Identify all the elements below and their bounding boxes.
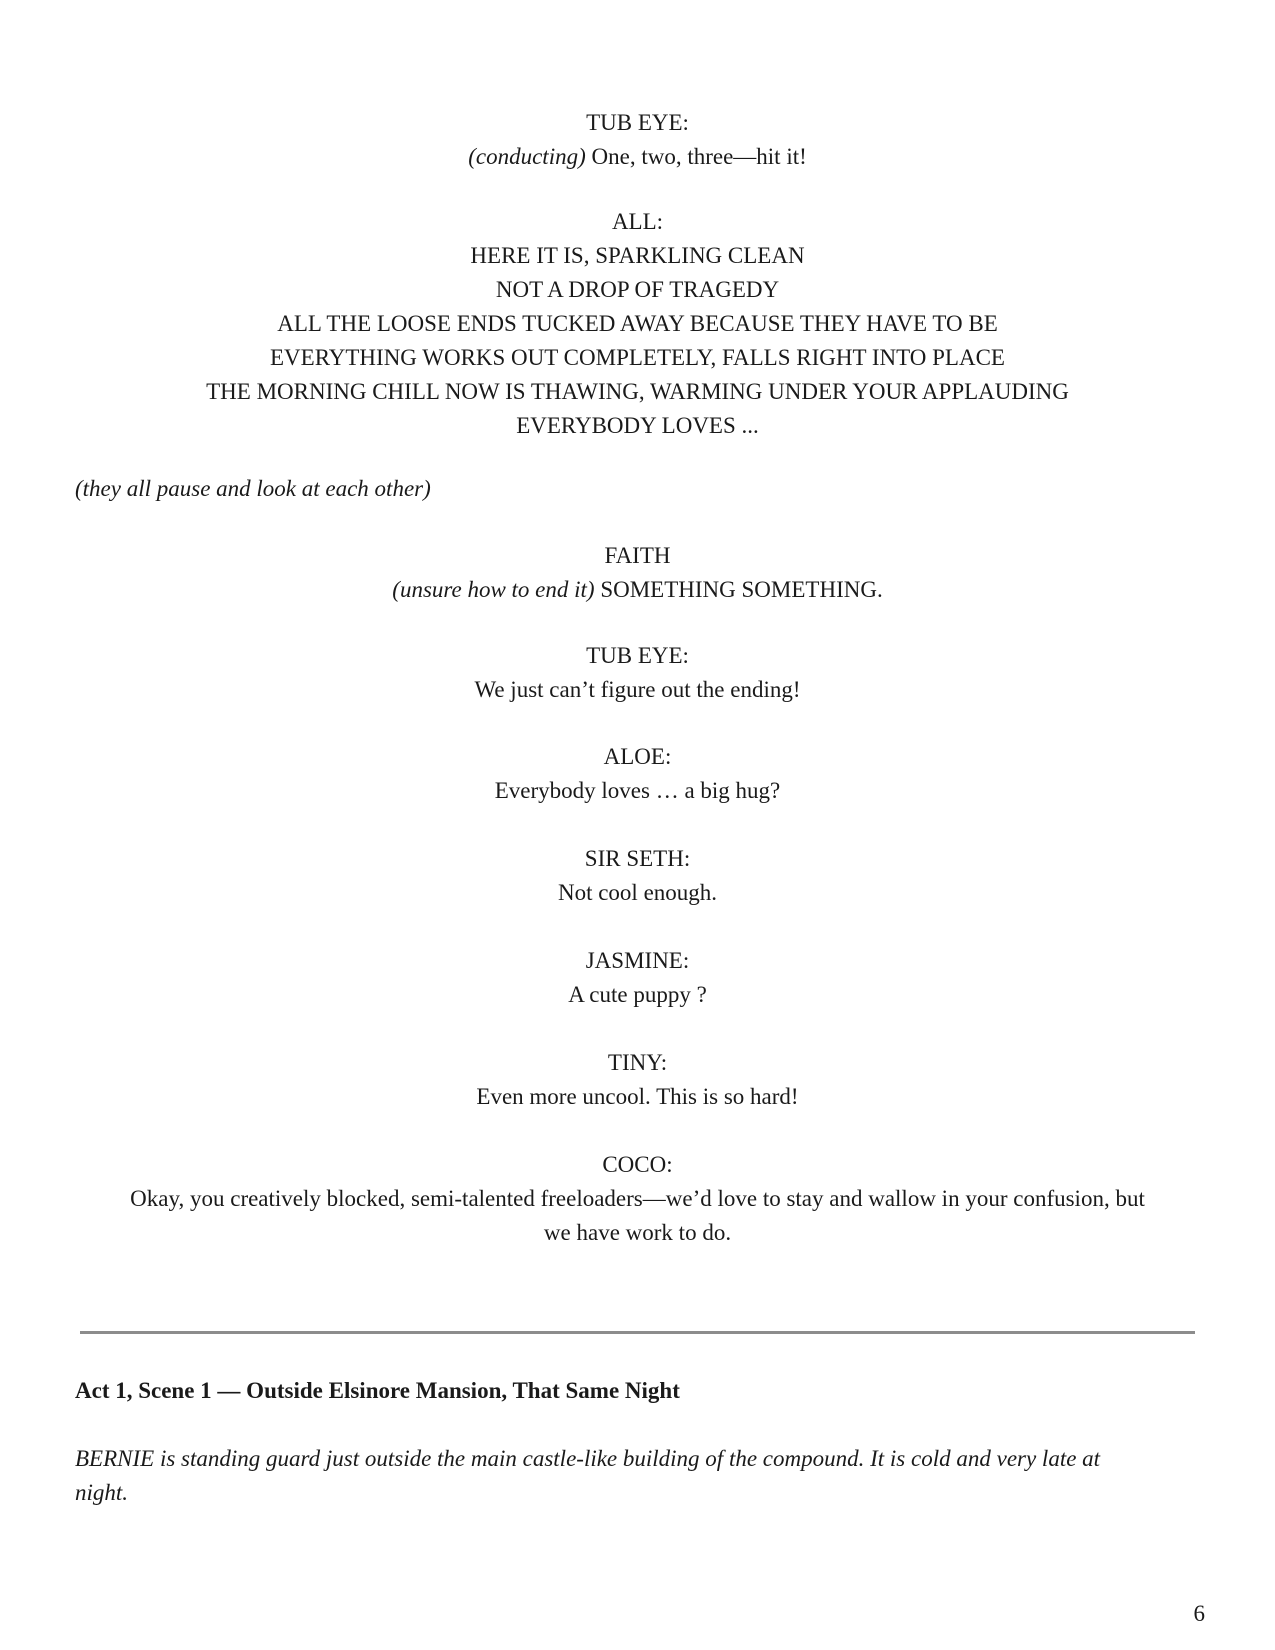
page-number: 6 (1193, 1601, 1205, 1626)
dialogue-text: We just can’t figure out the ending! (474, 677, 801, 702)
lyric-line: EVERYTHING WORKS OUT COMPLETELY, FALLS RIGHT INTO PLACE (269, 345, 1005, 370)
dialogue-text: A cute puppy ? (568, 982, 707, 1007)
lyric-line: EVERYBODY LOVES ... (516, 413, 759, 438)
dialogue-line (75, 140, 1200, 174)
speaker-name: COCO: (602, 1152, 673, 1177)
dialogue-text: we have work to do. (543, 1220, 732, 1245)
scene-description (75, 1442, 1200, 1510)
lyric-line: THE MORNING CHILL NOW IS THAWING, WARMING UNDER YOUR APPLAUDING (206, 379, 1069, 404)
dialogue-text: Not cool enough. (557, 880, 718, 905)
dialogue-block (75, 639, 1200, 707)
speaker-name: TINY: (607, 1050, 668, 1075)
speaker-name: SIR SETH: (584, 846, 691, 871)
section-divider (80, 1331, 1195, 1334)
scene-description-line: BERNIE is standing guard just outside the main castle-like building of the compound. It is cold and very late at (75, 1446, 1101, 1471)
dialogue-block (75, 944, 1200, 1012)
dialogue-text: Everybody loves … a big hug? (494, 778, 781, 803)
parenthetical: (unsure how to end it) (392, 577, 595, 602)
dialogue-block (75, 539, 1200, 607)
lyric-line: NOT A DROP OF TRAGEDY (495, 277, 780, 302)
speaker-name: ALOE: (603, 744, 672, 769)
parenthetical: (conducting) (468, 144, 586, 169)
dialogue-block (75, 1148, 1200, 1250)
speaker-name: TUB EYE: (586, 643, 689, 668)
speaker-name: ALL: (611, 209, 664, 234)
dialogue-block (75, 842, 1200, 910)
lyric-line: HERE IT IS, SPARKLING CLEAN (470, 243, 805, 268)
speaker-name: TUB EYE: (586, 110, 689, 135)
dialogue-block (75, 1046, 1200, 1114)
scene-heading: Act 1, Scene 1 — Outside Elsinore Mansion, That Same Night (75, 1378, 680, 1403)
scene-description-line: night. (75, 1480, 129, 1505)
dialogue-text: Even more uncool. This is so hard! (476, 1084, 799, 1109)
song-block (75, 205, 1200, 443)
dialogue-text: One, two, three—hit it! (585, 144, 807, 169)
dialogue-line (75, 573, 1200, 607)
lyric-line: ALL THE LOOSE ENDS TUCKED AWAY BECAUSE THEY HAVE TO BE (277, 311, 998, 336)
speaker-name: FAITH (604, 543, 671, 568)
dialogue-text: SOMETHING SOMETHING. (594, 577, 883, 602)
stage-direction: (they all pause and look at each other) (75, 476, 431, 501)
speaker-name: JASMINE: (585, 948, 690, 973)
dialogue-block (75, 740, 1200, 808)
dialogue-block (75, 106, 1200, 174)
dialogue-text: Okay, you creatively blocked, semi-talented freeloaders—we’d love to stay and wallow in your confusion, but (130, 1186, 1145, 1211)
